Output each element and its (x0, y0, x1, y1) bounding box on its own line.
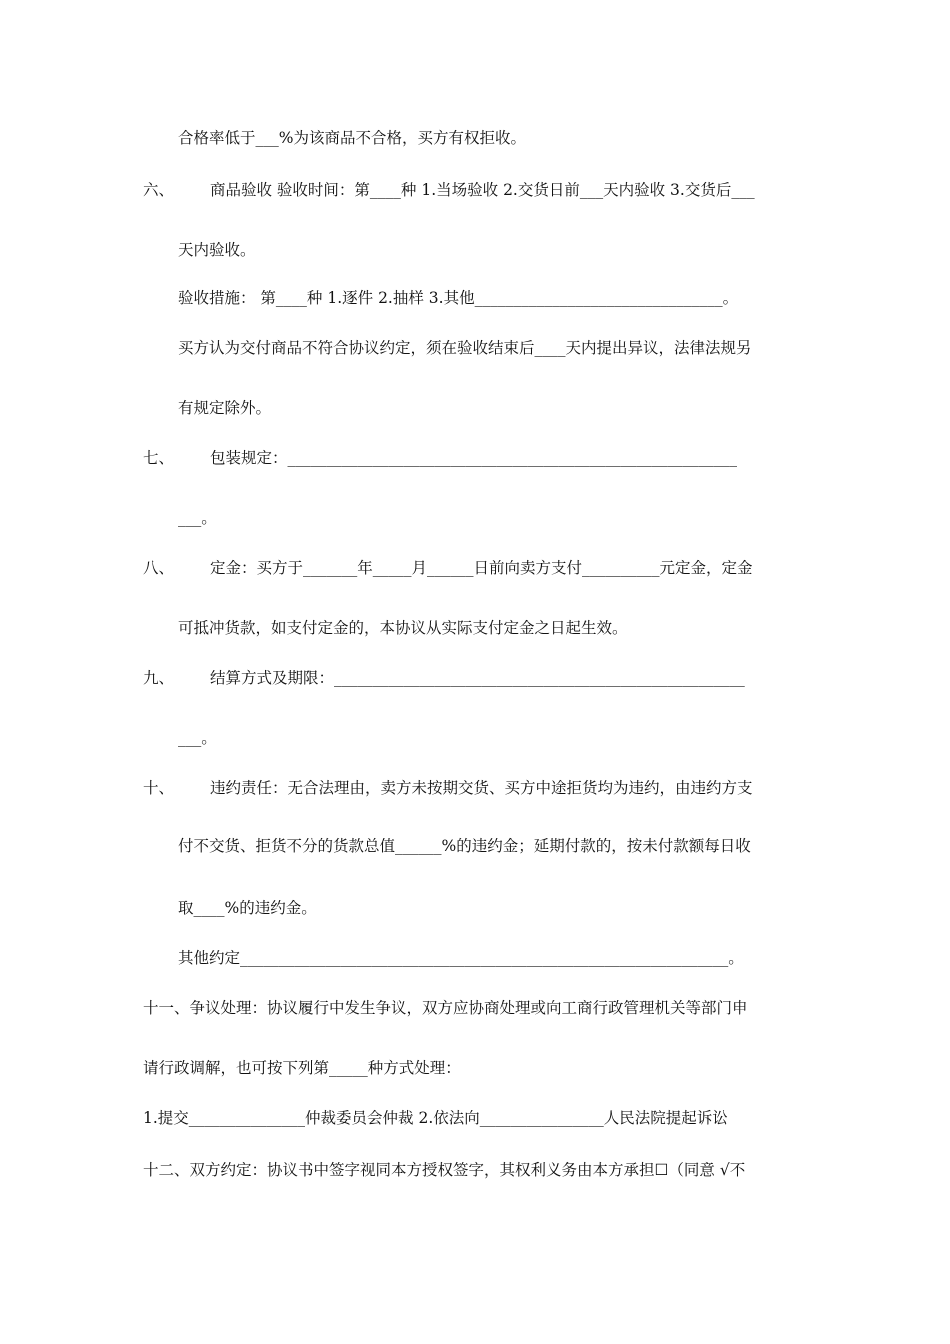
clause-heading: 违约责任：无合法理由，卖方未按期交货、买方中途拒货均为违约，由违约方支 (210, 779, 753, 797)
clause-number: 九、 (143, 669, 175, 687)
clause-number: 八、 (143, 559, 175, 577)
clause-text: 可抵冲货款，如支付定金的，本协议从实际支付定金之日起生效。 (178, 619, 628, 637)
clause-heading: 结算方式及期限：_____________________________________________________ (210, 669, 745, 687)
clause-number: 六、 (143, 181, 175, 199)
clause-text: 付不交货、拒货不分的货款总值______%的违约金；延期付款的，按未付款额每日收 (178, 837, 751, 855)
clause-text: 十一、争议处理：协议履行中发生争议，双方应协商处理或向工商行政管理机关等部门申 (143, 999, 748, 1017)
clause-text: 天内验收。 (178, 241, 256, 259)
clause-text: 请行政调解，也可按下列第_____种方式处理： (143, 1059, 461, 1077)
clause-text: 买方认为交付商品不符合协议约定，须在验收结束后____天内提出异议，法律法规另 (178, 339, 752, 357)
clause-text: 验收措施： 第____种 1.逐件 2.抽样 3.其他________________________________。 (178, 289, 739, 307)
clause-text: 1.提交_______________仲裁委员会仲裁 2.依法向________________人民法院提起诉讼 (143, 1109, 728, 1127)
clause-text: 十二、双方约定：协议书中签字视同本方授权签字，其权利义务由本方承担☐（同意 √不 (143, 1161, 746, 1179)
clause-text: 取____%的违约金。 (178, 899, 317, 917)
clause-number: 十、 (143, 779, 175, 797)
clause-text: 合格率低于___%为该商品不合格，买方有权拒收。 (178, 129, 526, 147)
clause-number: 七、 (143, 449, 175, 467)
clause-text: 有规定除外。 (178, 399, 272, 417)
clause-text: 其他约定_______________________________________________________________。 (178, 949, 744, 967)
clause-heading: 包装规定：__________________________________________________________ (210, 449, 738, 467)
clause-heading: 定金：买方于_______年_____月______日前向卖方支付__________元定金，定金 (210, 559, 753, 577)
clause-text: ___。 (178, 729, 217, 747)
clause-text: ___。 (178, 509, 217, 527)
clause-heading: 商品验收 验收时间：第____种 1.当场验收 2.交货日前___天内验收 3.交货后___ (210, 181, 755, 199)
